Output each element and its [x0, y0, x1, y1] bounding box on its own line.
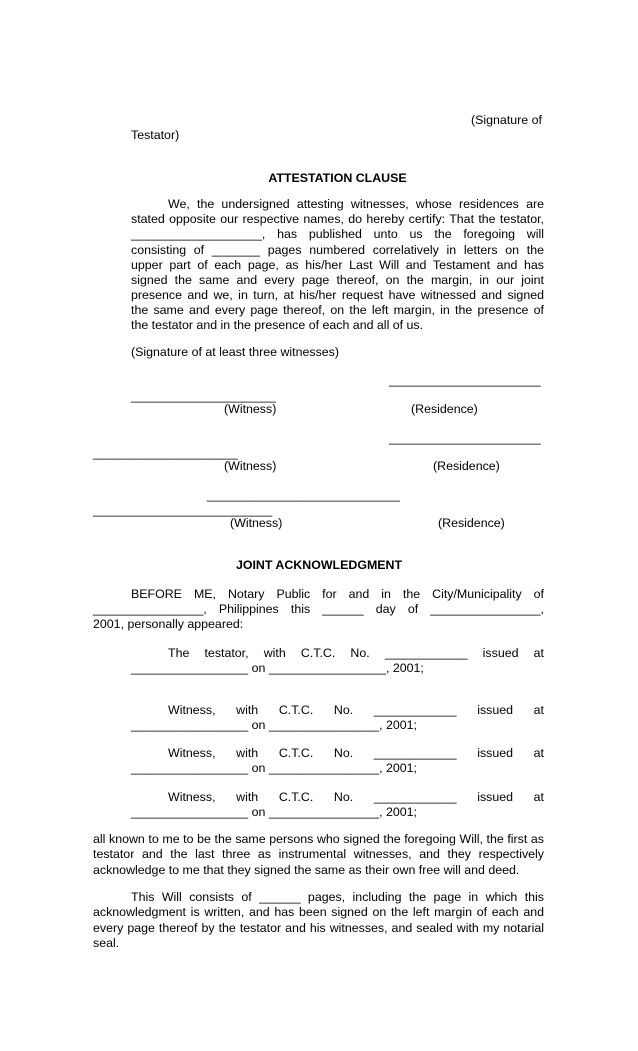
acknowledgment-intro-line: 2001, personally appeared: [93, 617, 244, 631]
word: issued [482, 646, 519, 660]
word: at [533, 790, 544, 804]
attestation-line: presence and we, in turn, at his/her request have witnessed and signed [131, 288, 544, 302]
word: with [236, 790, 259, 804]
witness-ctc-row [168, 790, 544, 805]
witness-line: _____________________ [131, 389, 276, 403]
word: at [533, 703, 544, 717]
paragraph-text: This Will consists of ______ pages, including the page in which this acknowledgment is written, and has been signed on the left margin of each and every page thereof by the testator and his witnesses, and sealed with my notarial seal. [93, 890, 544, 951]
word: The [168, 646, 190, 660]
word: issued [477, 790, 514, 804]
word: C.T.C. [300, 646, 336, 660]
residence-line: ______________________ [389, 431, 541, 445]
witness-label: (Witness) [230, 516, 283, 530]
witness-label: (Witness) [224, 402, 277, 416]
attestation-line: We, the undersigned attesting witnesses, whose residences are [168, 197, 544, 211]
ctc-number-blank: ____________ [373, 703, 457, 717]
witness-label: (Witness) [224, 459, 277, 473]
witness-ctc-row [168, 746, 544, 761]
witness-ctc-issued-line: _________________ on ________________, 2001; [131, 718, 417, 732]
word: issued [477, 703, 514, 717]
acknowledgment-heading: JOINT ACKNOWLEDGMENT [235, 558, 403, 572]
attestation-line: stated opposite our respective names, do hereby certify: That the testator, [131, 212, 544, 226]
attestation-line: consisting of _______ pages numbered correlatively in letters on the [131, 243, 544, 257]
witness-ctc-issued-line: _________________ on ________________, 2001; [131, 761, 417, 775]
word: Witness, [168, 703, 216, 717]
will-pages-paragraph [93, 890, 544, 952]
word: with [236, 746, 259, 760]
word: C.T.C. [278, 790, 314, 804]
witness-ctc-issued-line: _________________ on ________________, 2001; [131, 805, 417, 819]
attestation-line: signed the same and every page thereof, on the margin, in our joint [131, 273, 544, 287]
paragraph-text: all known to me to be the same persons who signed the foregoing Will, the first as testator and the last three as instrumental witnesses, and they respectively acknowledge to me that they signed the same as their own free will and deed. [93, 832, 544, 877]
witness-ctc-row [168, 703, 544, 718]
signature-of-testator-label: (Signature of [471, 113, 542, 127]
word: No. [333, 790, 354, 804]
attestation-heading: ATTESTATION CLAUSE [268, 171, 407, 185]
witness-signature-note: (Signature of at least three witnesses) [131, 345, 339, 359]
residence-line: ____________________________ [207, 488, 400, 502]
word: issued [477, 746, 514, 760]
acknowledgment-intro-line: ________________, Philippines this ______ day of ________________, [93, 602, 544, 616]
residence-line: ______________________ [389, 373, 541, 387]
word: with [263, 646, 286, 660]
word: at [533, 746, 544, 760]
acknowledgment-intro-line: BEFORE ME, Notary Public for and in the City/Municipality of [131, 587, 544, 601]
known-to-me-paragraph [93, 832, 544, 878]
attestation-line: the same and every page thereof, on the left margin, in the presence of [131, 303, 544, 317]
residence-label: (Residence) [411, 402, 478, 416]
attestation-line: ___________________, has published unto us the foregoing will [131, 227, 544, 241]
word: No. [350, 646, 370, 660]
residence-label: (Residence) [438, 516, 505, 530]
attestation-line: the testator and in the presence of each and all of us. [131, 318, 424, 332]
word: Witness, [168, 746, 216, 760]
testator-ctc-row [168, 646, 544, 661]
word: Witness, [168, 790, 216, 804]
witness-line: _____________________ [93, 446, 238, 460]
witness-line: __________________________ [93, 503, 273, 517]
ctc-number-blank: ____________ [373, 746, 457, 760]
residence-label: (Residence) [433, 459, 500, 473]
attestation-line: upper part of each page, as his/her Last Will and Testament and has [131, 258, 544, 272]
word: with [236, 703, 259, 717]
testator-label: Testator) [131, 128, 180, 142]
word: C.T.C. [278, 703, 314, 717]
testator-ctc-issued-line: _________________ on _________________, 2001; [131, 661, 424, 675]
word: at [533, 646, 544, 660]
ctc-number-blank: ____________ [384, 646, 468, 660]
word: No. [333, 703, 354, 717]
ctc-number-blank: ____________ [373, 790, 457, 804]
word: C.T.C. [278, 746, 314, 760]
word: testator, [204, 646, 249, 660]
word: No. [333, 746, 354, 760]
